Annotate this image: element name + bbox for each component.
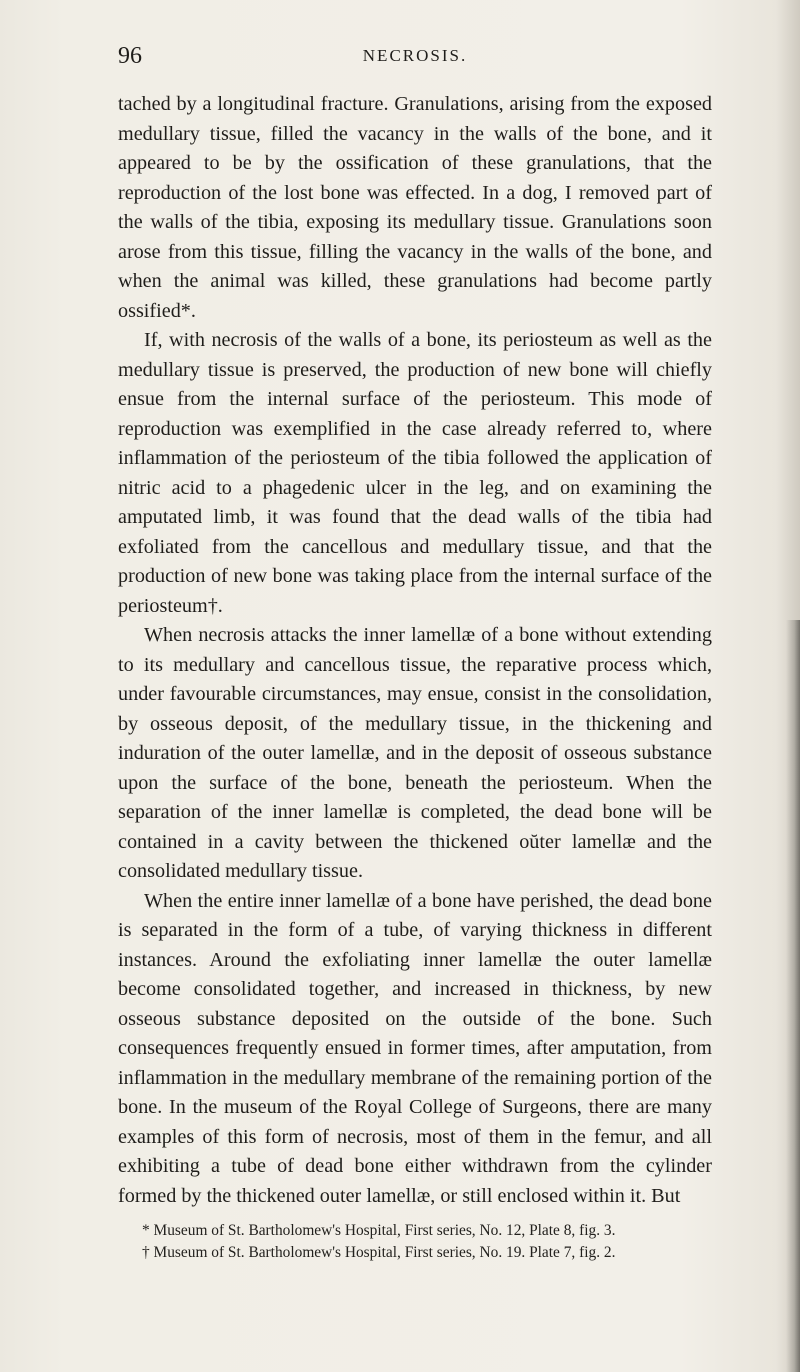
page-edge-shadow — [786, 620, 800, 1372]
paragraph-4: When the entire inner lamellæ of a bone have perished, the dead bone is separated in the form of a tube, of varying thickness in different instances. Around the exfoliating inner lamellæ the outer lamellæ become consolidated together, and increased in thickness, by new osseous substance deposited on the outside of the bone. Such consequences frequently ensued in former times, after amputation, from inflammation in the medullary membrane of the remaining portion of the bone. In the museum of the Royal College of Surgeons, there are many examples of this form of necrosis, most of them in the femur, and all exhibiting a tube of dead bone either withdrawn from the cylinder formed by the thickened outer lamellæ, or still enclosed within it. But — [118, 889, 712, 1207]
paragraph-3: When necrosis attacks the inner lamellæ of a bone without extending to its medullary and cancellous tissue, the reparative process which, under favourable circumstances, may ensue, consist in the consolidation, by osseous deposit, of the medullary tissue, in the thickening and induration of the outer lamellæ, and in the deposit of osseous substance upon the surface of the bone, beneath the periosteum. When the separation of the inner lamellæ is completed, the dead bone will be contained in a cavity between the thickened oŭter lamellæ and the consolidated medullary tissue. — [118, 624, 712, 882]
page-header — [118, 42, 712, 70]
paragraph-2: If, with necrosis of the walls of a bone, its periosteum as well as the medullary tissue is preserved, the production of new bone will chiefly ensue from the internal surface of the periosteum. This mode of reproduction was exemplified in the case already referred to, where inflammation of the periosteum of the tibia followed the application of nitric acid to a phagedenic ulcer in the leg, and on examining the amputated limb, it was found that the dead walls of the tibia had exfoliated from the cancellous and medullary tissue, and that the production of new bone was taking place from the internal surface of the periosteum†. — [118, 329, 712, 617]
body-text — [118, 90, 712, 1211]
page-number: 96 — [118, 43, 142, 69]
footnotes — [118, 1220, 712, 1264]
footnote-1: * Museum of St. Bartholomew's Hospital, First series, No. 12, Plate 8, fig. 3. — [142, 1222, 616, 1239]
paragraph-1: tached by a longitudinal fracture. Granulations, arising from the exposed medullary tissue, filled the vacancy in the walls of the bone, and it appeared to be by the ossification of these granulations, that the reproduction of the lost bone was effected. In a dog, I removed part of the walls of the tibia, exposing its medullary tissue. Granulations soon arose from this tissue, filling the vacancy in the walls of the bone, and when the animal was killed, these granulations had become partly ossified*. — [118, 93, 712, 322]
footnote-2: † Museum of St. Bartholomew's Hospital, First series, No. 19. Plate 7, fig. 2. — [142, 1244, 616, 1261]
running-head: NECROSIS. — [362, 46, 468, 65]
